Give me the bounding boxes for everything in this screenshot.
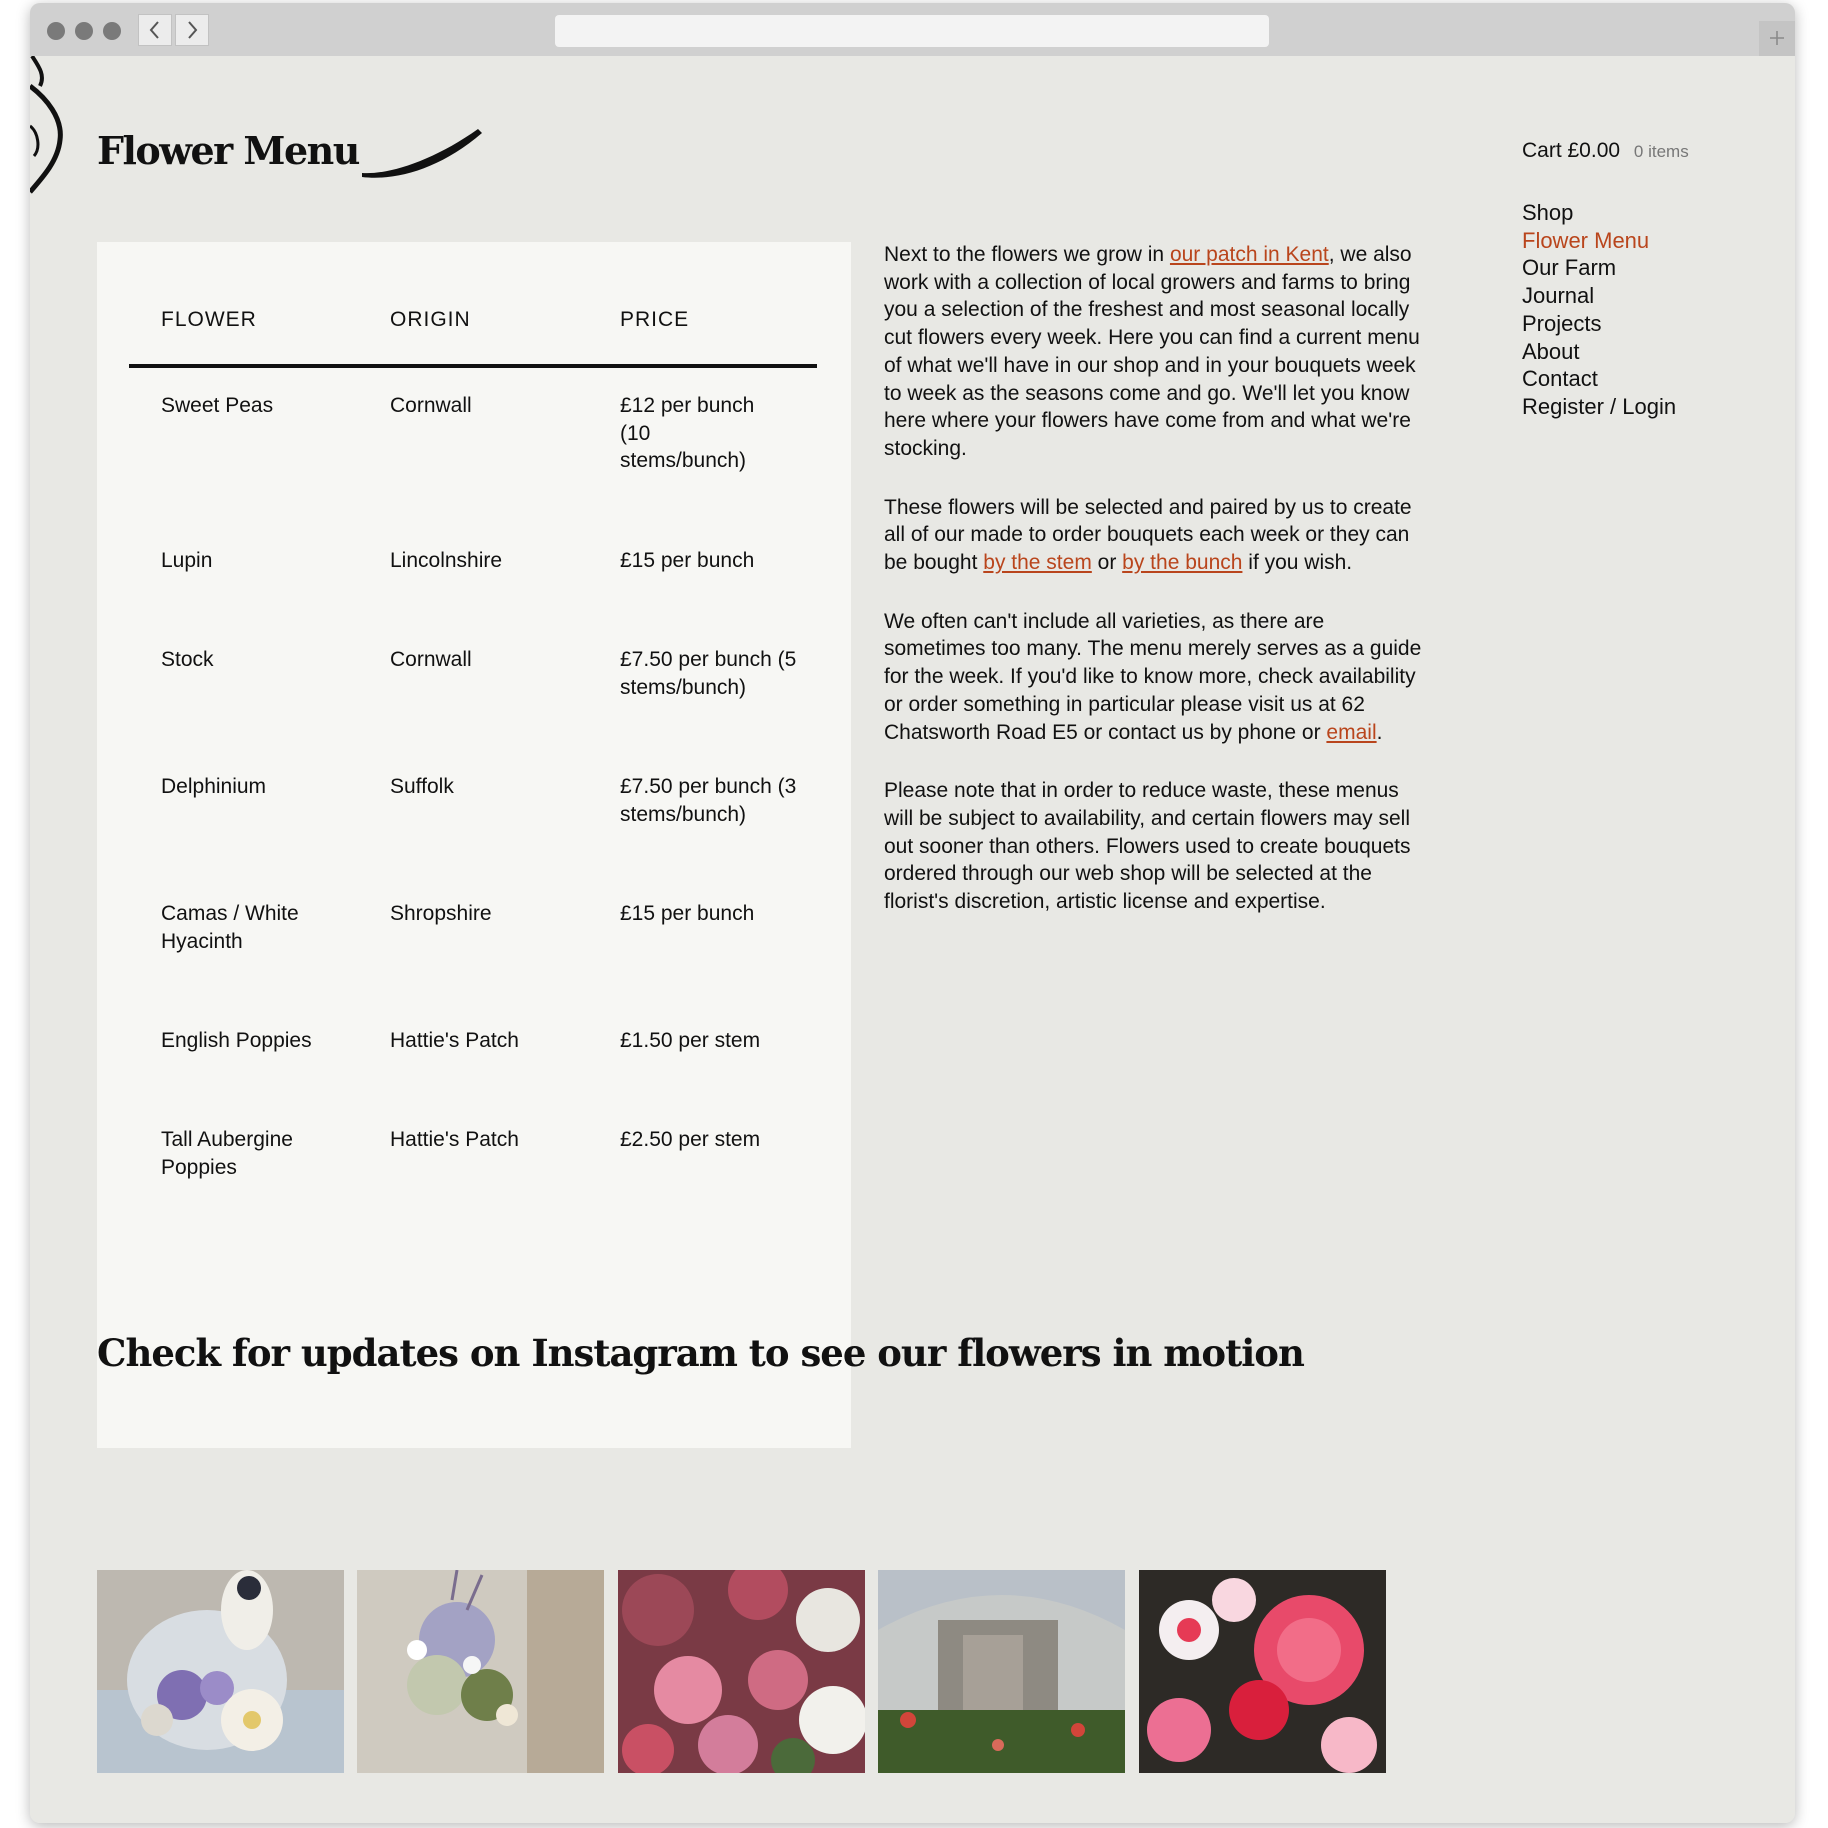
nav-item-our-farm[interactable]: Our Farm <box>1522 255 1617 281</box>
flower-origin: Shropshire <box>390 902 492 925</box>
flower-price: £12 per bunch (10 stems/bunch) <box>620 394 755 473</box>
poppies-image <box>1139 1570 1386 1773</box>
polytunnel-image <box>878 1570 1125 1773</box>
column-header-flower: FLOWER <box>161 308 257 331</box>
nav-item-shop[interactable]: Shop <box>1522 200 1574 225</box>
window-close-dot[interactable] <box>47 22 65 40</box>
intro-paragraph-1 <box>884 241 1424 463</box>
flower-name: Sweet Peas <box>161 394 274 417</box>
window-zoom-dot[interactable] <box>103 22 121 40</box>
cart-total[interactable]: Cart £0.00 <box>1522 139 1621 162</box>
flower-origin: Cornwall <box>390 648 472 671</box>
arrangement-image <box>357 1570 604 1773</box>
intro-text: or <box>1091 551 1123 575</box>
bouquet-image <box>97 1570 344 1773</box>
intro-paragraph-2 <box>884 494 1424 577</box>
main-navigation <box>1522 199 1676 421</box>
nav-item-register-login[interactable]: Register / Login <box>1522 393 1677 419</box>
column-header-price: PRICE <box>620 308 690 331</box>
intro-text: . <box>1376 720 1383 744</box>
flower-name: Delphinium <box>161 775 267 798</box>
flower-price: £7.50 per bunch (3 stems/bunch) <box>620 775 797 826</box>
chevron-left-icon <box>148 20 162 40</box>
intro-text: We often can't include all varieties, as there are sometimes too many. The menu merely serves as a guide for the week. If you'd like to know more, check availability or order something in particular please visit us at 62 Chatsworth Road E5 or contact us by phone or <box>884 609 1422 744</box>
instagram-photo-2[interactable] <box>357 1570 604 1773</box>
flower-origin: Cornwall <box>390 394 472 417</box>
instagram-photo-5[interactable] <box>1139 1570 1386 1773</box>
email-link[interactable]: email <box>1326 720 1377 744</box>
intro-paragraph-4: Please note that in order to reduce waste, these menus will be subject to availability, and certain flowers may sell out sooner than others. Flowers used to create bouquets ordered through our web shop will be selected at the florist's discretion, artistic license and expertise. <box>884 779 1411 914</box>
instagram-heading: Check for updates on Instagram to see our flowers in motion <box>97 1331 1304 1375</box>
by-the-bunch-link[interactable]: by the bunch <box>1122 551 1243 575</box>
flower-price: £2.50 per stem <box>620 1128 761 1151</box>
browser-chrome <box>30 3 1795 56</box>
intro-text: if you wish. <box>1242 551 1353 575</box>
browser-window <box>30 3 1795 1823</box>
cart-summary[interactable] <box>1522 139 1689 163</box>
instagram-photo-4[interactable] <box>878 1570 1125 1773</box>
brush-swoosh-icon <box>358 121 493 181</box>
forward-button[interactable] <box>175 14 209 46</box>
flower-name: Tall Aubergine Poppies <box>161 1128 293 1179</box>
window-minimize-dot[interactable] <box>75 22 93 40</box>
address-bar[interactable] <box>555 15 1269 47</box>
intro-copy <box>884 241 1424 947</box>
flower-origin: Lincolnshire <box>390 549 503 572</box>
flower-price: £1.50 per stem <box>620 1029 761 1052</box>
flower-buckets-image <box>618 1570 865 1773</box>
page-content <box>30 56 1795 1823</box>
flower-name: English Poppies <box>161 1029 312 1052</box>
flower-origin: Hattie's Patch <box>390 1029 519 1052</box>
intro-text: , we also work with a collection of local growers and farms to bring you a selection of the freshest and most seasonal locally cut flowers every week. Here you can find a current menu of what we'll have in our shop and in your bouquets week to week as the seasons come and go. We'll let you know here where your flowers have come from and what we're stocking. <box>884 243 1420 460</box>
plus-icon <box>1768 29 1786 47</box>
flower-name: Lupin <box>161 549 213 572</box>
flower-name: Stock <box>161 648 214 671</box>
chevron-right-icon <box>185 20 199 40</box>
patch-in-kent-link[interactable]: our patch in Kent <box>1169 243 1329 266</box>
back-button[interactable] <box>138 14 172 46</box>
nav-item-contact[interactable]: Contact <box>1522 366 1598 392</box>
flower-name: Camas / White Hyacinth <box>161 902 299 953</box>
intro-text: These flowers will be selected and paired by us to create all of our made to order bouquets each week or they can be bought <box>884 495 1412 575</box>
flower-origin: Suffolk <box>390 775 454 798</box>
nav-item-about[interactable]: About <box>1522 338 1580 364</box>
nav-item-projects[interactable]: Projects <box>1522 310 1602 336</box>
flower-price: £15 per bunch <box>620 902 755 925</box>
column-header-origin: ORIGIN <box>390 308 471 331</box>
instagram-photo-1[interactable] <box>97 1570 344 1773</box>
nav-item-flower-menu[interactable]: Flower Menu <box>1522 227 1650 253</box>
nav-item-journal[interactable]: Journal <box>1522 283 1595 309</box>
table-header <box>129 242 817 368</box>
flower-menu-table <box>97 242 851 1448</box>
page-title: Flower Menu <box>97 128 359 173</box>
instagram-photo-3[interactable] <box>618 1570 865 1773</box>
flower-price: £15 per bunch <box>620 549 755 572</box>
intro-text: Next to the flowers we grow in <box>884 243 1170 266</box>
cart-item-count: 0 items <box>1633 142 1689 161</box>
intro-paragraph-3 <box>884 608 1424 747</box>
brand-logo-icon[interactable] <box>30 56 70 196</box>
by-the-stem-link[interactable]: by the stem <box>983 551 1092 575</box>
flower-origin: Hattie's Patch <box>390 1128 519 1151</box>
flower-price: £7.50 per bunch (5 stems/bunch) <box>620 648 797 699</box>
new-tab-button[interactable] <box>1759 21 1795 56</box>
